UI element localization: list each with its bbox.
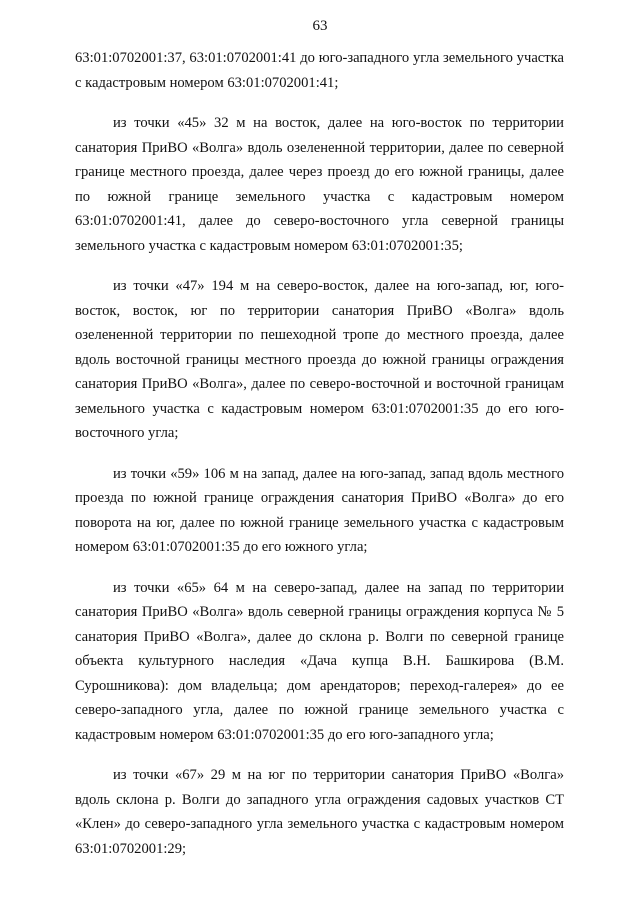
document-body [75, 46, 564, 861]
paragraph-point-47: из точки «47» 194 м на северо-восток, далее на юго-запад, юг, юго-восток, восток, юг по территории санатория ПриВО «Волга» вдоль озелененной территории по пешеходной тропе до местного проезда, далее вдоль восточной границы местного проезда до южной границы ограждения санатория ПриВО «Волга», далее по северо-восточной и восточной границам земельного участка с кадастровым номером 63:01:0702001:35 до его юго-восточного угла; [75, 278, 564, 441]
paragraph-continuation: 63:01:0702001:37, 63:01:0702001:41 до юго-западного угла земельного участка с кадастровым номером 63:01:0702001:41; [75, 50, 564, 91]
paragraph-point-67: из точки «67» 29 м на юг по территории санатория ПриВО «Волга» вдоль склона р. Волги до западного угла ограждения садовых участков СТ «Клен» до северо-западного угла земельного участка с кадастровым номером 63:01:0702001:29; [75, 767, 564, 857]
paragraph-point-65: из точки «65» 64 м на северо-запад, далее на запад по территории санатория ПриВО «Волга» вдоль северной границы ограждения корпуса № 5 санатория ПриВО «Волга», далее до склона р. Волги по северной границе объекта культурного наследия «Дача купца В.Н. Башкирова (В.М. Сурошникова): дом владельца; дом арендаторов; переход-галерея» до ее северо-западного угла, далее по южной границе земельного участка с кадастровым номером 63:01:0702001:35 до его юго-западного угла; [75, 579, 564, 743]
page-number: 63 [312, 18, 328, 34]
paragraph-point-59: из точки «59» 106 м на запад, далее на юго-запад, запад вдоль местного проезда по южной границе ограждения санатория ПриВО «Волга» до его поворота на юг, далее по южной границе земельного участка с кадастровым номером 63:01:0702001:35 до его южного угла; [75, 465, 564, 555]
paragraph-point-45: из точки «45» 32 м на восток, далее на юго-восток по территории санатория ПриВО «Волга» вдоль озелененной территории, далее по северной границе местного проезда, далее через проезд до его южной границы, далее по южной границе земельного участка с кадастровым номером 63:01:0702001:41, далее до северо-восточного угла северной границы земельного участка с кадастровым номером 63:01:0702001:35; [75, 115, 564, 254]
